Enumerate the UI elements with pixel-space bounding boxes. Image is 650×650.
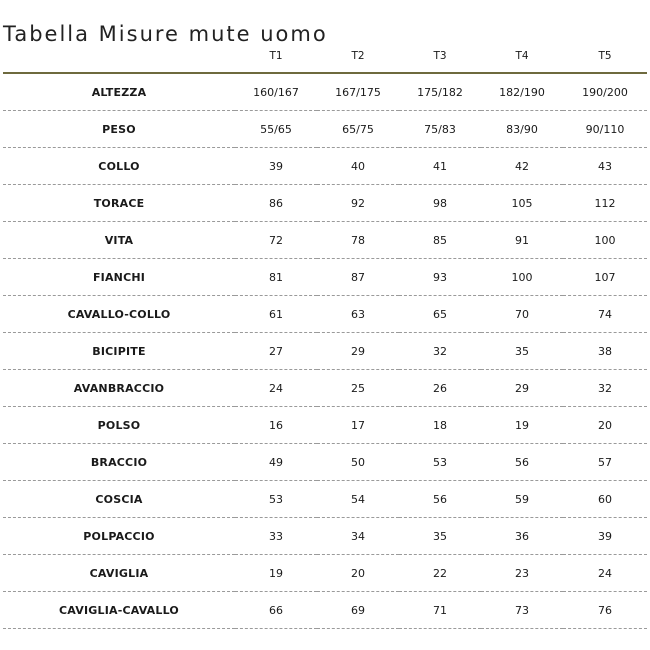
column-header-t1: T1 [235, 40, 317, 73]
table-cell: 56 [481, 444, 563, 481]
table-body [3, 73, 647, 629]
table-cell: 54 [317, 481, 399, 518]
table-cell: 26 [399, 370, 481, 407]
table-cell: 182/190 [481, 73, 563, 111]
table-cell: 19 [481, 407, 563, 444]
row-label: POLPACCIO [3, 518, 235, 555]
table-cell: 23 [481, 555, 563, 592]
header-label-cell [3, 40, 235, 73]
table-cell: 167/175 [317, 73, 399, 111]
table-cell: 73 [481, 592, 563, 629]
table-row [3, 481, 647, 518]
table-cell: 25 [317, 370, 399, 407]
table-cell: 92 [317, 185, 399, 222]
table-cell: 63 [317, 296, 399, 333]
table-cell: 175/182 [399, 73, 481, 111]
table-row [3, 333, 647, 370]
table-cell: 87 [317, 259, 399, 296]
table-cell: 49 [235, 444, 317, 481]
table-row [3, 222, 647, 259]
table-header [3, 40, 647, 73]
table-cell: 36 [481, 518, 563, 555]
row-label: BRACCIO [3, 444, 235, 481]
table-row [3, 185, 647, 222]
table-cell: 66 [235, 592, 317, 629]
table-cell: 61 [235, 296, 317, 333]
row-label: COLLO [3, 148, 235, 185]
column-header-t3: T3 [399, 40, 481, 73]
table-cell: 57 [563, 444, 647, 481]
table-cell: 55/65 [235, 111, 317, 148]
row-label: ALTEZZA [3, 73, 235, 111]
row-label: AVANBRACCIO [3, 370, 235, 407]
table-cell: 65 [399, 296, 481, 333]
table-cell: 78 [317, 222, 399, 259]
table-cell: 100 [481, 259, 563, 296]
table-cell: 18 [399, 407, 481, 444]
table-cell: 43 [563, 148, 647, 185]
table-row [3, 370, 647, 407]
table-cell: 90/110 [563, 111, 647, 148]
table-cell: 105 [481, 185, 563, 222]
column-header-t2: T2 [317, 40, 399, 73]
table-cell: 86 [235, 185, 317, 222]
table-cell: 42 [481, 148, 563, 185]
table-cell: 72 [235, 222, 317, 259]
table-cell: 56 [399, 481, 481, 518]
row-label: TORACE [3, 185, 235, 222]
table-cell: 22 [399, 555, 481, 592]
table-cell: 100 [563, 222, 647, 259]
table-cell: 53 [399, 444, 481, 481]
table-cell: 98 [399, 185, 481, 222]
row-label: POLSO [3, 407, 235, 444]
table-cell: 50 [317, 444, 399, 481]
table-cell: 190/200 [563, 73, 647, 111]
row-label: FIANCHI [3, 259, 235, 296]
table-cell: 24 [235, 370, 317, 407]
table-cell: 39 [235, 148, 317, 185]
table-cell: 27 [235, 333, 317, 370]
table-cell: 19 [235, 555, 317, 592]
table-cell: 32 [399, 333, 481, 370]
table-row [3, 73, 647, 111]
table-cell: 70 [481, 296, 563, 333]
table-cell: 33 [235, 518, 317, 555]
table-row [3, 296, 647, 333]
row-label: CAVIGLIA-CAVALLO [3, 592, 235, 629]
table-cell: 16 [235, 407, 317, 444]
table-cell: 81 [235, 259, 317, 296]
table-row [3, 592, 647, 629]
page-title: Tabella Misure mute uomo [3, 22, 328, 46]
table-cell: 35 [399, 518, 481, 555]
column-header-t5: T5 [563, 40, 647, 73]
table-cell: 41 [399, 148, 481, 185]
row-label: CAVALLO-COLLO [3, 296, 235, 333]
table-cell: 91 [481, 222, 563, 259]
table-cell: 39 [563, 518, 647, 555]
row-label: BICIPITE [3, 333, 235, 370]
table-cell: 74 [563, 296, 647, 333]
table-row [3, 407, 647, 444]
table-cell: 53 [235, 481, 317, 518]
table-cell: 38 [563, 333, 647, 370]
table-cell: 20 [563, 407, 647, 444]
table-cell: 40 [317, 148, 399, 185]
table-cell: 17 [317, 407, 399, 444]
table-row [3, 518, 647, 555]
table-cell: 32 [563, 370, 647, 407]
row-label: VITA [3, 222, 235, 259]
table-cell: 20 [317, 555, 399, 592]
table-cell: 76 [563, 592, 647, 629]
table-cell: 34 [317, 518, 399, 555]
table-cell: 29 [481, 370, 563, 407]
row-label: PESO [3, 111, 235, 148]
table-cell: 85 [399, 222, 481, 259]
table-cell: 59 [481, 481, 563, 518]
table-cell: 93 [399, 259, 481, 296]
header-row [3, 40, 647, 73]
table-cell: 65/75 [317, 111, 399, 148]
table-row [3, 444, 647, 481]
table-cell: 107 [563, 259, 647, 296]
table-cell: 160/167 [235, 73, 317, 111]
table-cell: 75/83 [399, 111, 481, 148]
table-row [3, 111, 647, 148]
table-row [3, 259, 647, 296]
row-label: COSCIA [3, 481, 235, 518]
row-label: CAVIGLIA [3, 555, 235, 592]
column-header-t4: T4 [481, 40, 563, 73]
table-row [3, 555, 647, 592]
table-cell: 112 [563, 185, 647, 222]
table-cell: 71 [399, 592, 481, 629]
table-cell: 24 [563, 555, 647, 592]
table-cell: 60 [563, 481, 647, 518]
table-cell: 69 [317, 592, 399, 629]
table-cell: 29 [317, 333, 399, 370]
table-cell: 83/90 [481, 111, 563, 148]
table-cell: 35 [481, 333, 563, 370]
table-row [3, 148, 647, 185]
size-table [3, 40, 647, 629]
